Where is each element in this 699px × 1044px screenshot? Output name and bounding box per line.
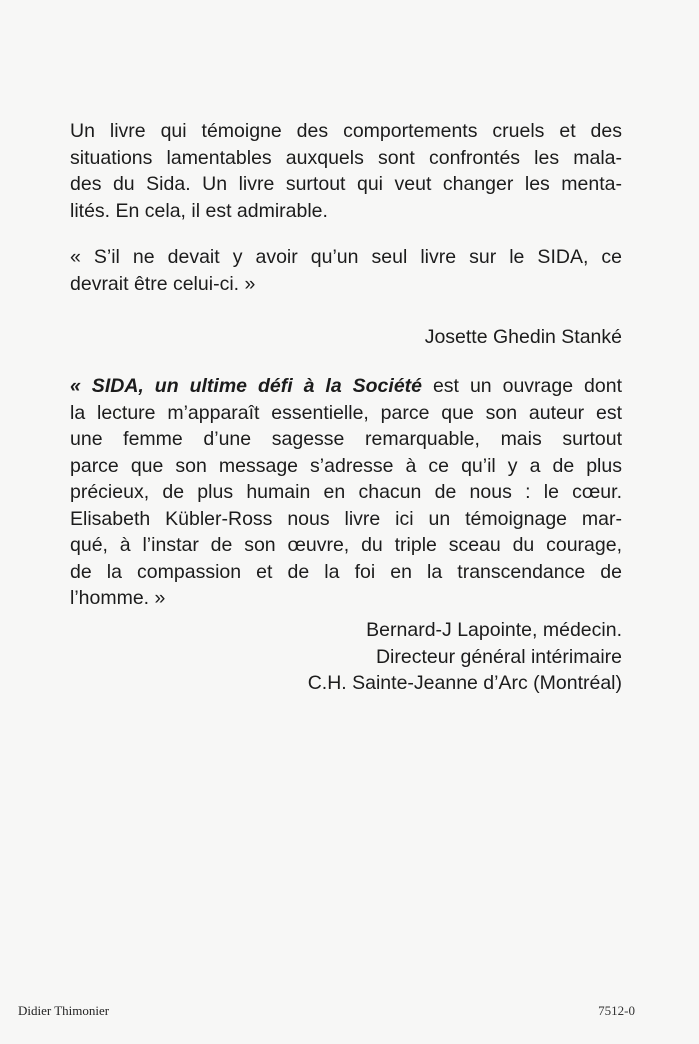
first-signature-name: Josette Ghedin Stanké bbox=[424, 326, 622, 348]
second-signature bbox=[70, 617, 622, 697]
second-quote-line-1 bbox=[70, 373, 622, 400]
first-quote bbox=[70, 244, 622, 297]
second-signature-line-3: C.H. Sainte-Jeanne d’Arc (Montréal) bbox=[307, 672, 622, 694]
intro-paragraph bbox=[70, 118, 622, 224]
second-quote-line-7: qué, à l’instar de son œuvre, du triple sceau du courage, bbox=[70, 534, 622, 556]
second-quote-line-1-rest: est un ouvrage dont bbox=[422, 375, 622, 397]
second-quote bbox=[70, 373, 622, 612]
second-quote-line-8: de la compassion et de la foi en la transcendance de bbox=[70, 560, 622, 583]
publisher-name: Didier Thimonier bbox=[18, 1003, 110, 1018]
first-quote-line-1: « S’il ne devait y avoir qu’un seul livre sur le SIDA, ce bbox=[70, 246, 622, 268]
intro-line-4: lités. En cela, il est admirable. bbox=[70, 199, 328, 222]
second-quote-line-6: Elisabeth Kübler-Ross nous livre ici un témoignage mar- bbox=[70, 507, 622, 530]
book-title: « SIDA, un ultime défi à la Société bbox=[70, 375, 422, 397]
second-signature-line-2: Directeur général intérimaire bbox=[375, 645, 622, 668]
intro-line-2: situations lamentables auxquels sont confrontés les mala- bbox=[70, 146, 622, 169]
second-quote-line-9: l’homme. » bbox=[70, 587, 166, 609]
second-quote-line-4: parce que son message s’adresse à ce qu’il y a de plus bbox=[70, 454, 622, 477]
second-quote-line-2: la lecture m’apparaît essentielle, parce que son auteur est bbox=[70, 401, 622, 424]
second-signature-line-1: Bernard-J Lapointe, médecin. bbox=[366, 619, 622, 641]
intro-line-1: Un livre qui témoigne des comportements cruels et des bbox=[70, 120, 622, 142]
intro-line-3: des du Sida. Un livre surtout qui veut changer les menta- bbox=[70, 173, 622, 195]
book-code: 7512-0 bbox=[598, 1003, 635, 1018]
first-quote-line-2: devrait être celui-ci. » bbox=[70, 272, 256, 295]
second-quote-line-3: une femme d’une sagesse remarquable, mais surtout bbox=[70, 428, 622, 450]
second-quote-line-5: précieux, de plus humain en chacun de nous : le cœur. bbox=[70, 481, 622, 503]
first-signature bbox=[70, 324, 622, 351]
